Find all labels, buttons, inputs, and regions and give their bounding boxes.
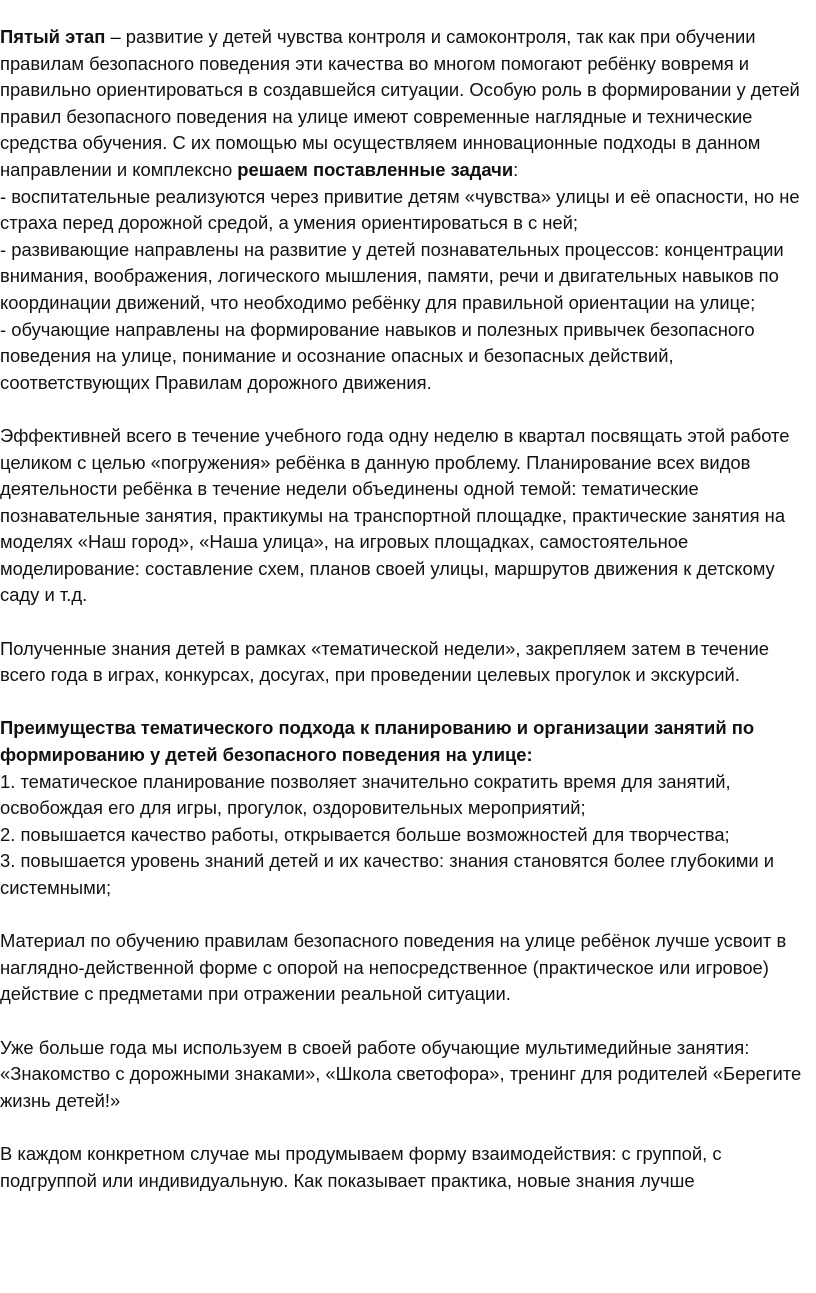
document-page (0, 24, 812, 1194)
paragraph-thematic-week: Эффективней всего в течение учебного года одну неделю в квартал посвящать этой работе целиком с целью «погружения» ребёнка в данную проблему. Планирование всех видов деятельности ребёнка в течение недели объединены одной темой: тематические познавательные занятия, практикумы на транспортной площадке, практические занятия на моделях «Наш город», «Наша улица», на игровых площадках, самостоятельное моделирование: составление схем, планов своей улицы, маршрутов движения к детскому саду и т.д. (0, 424, 790, 606)
stage5-paragraph (0, 24, 812, 184)
paragraph-knowledge: Полученные знания детей в рамках «тематической недели», закрепляем затем в течение всего года в играх, конкурсах, досугах, при проведении целевых прогулок и экскурсий. (0, 637, 770, 686)
stage5-intro: – развитие у детей чувства контроля и самоконтроля, так как при обучении правилам безопасного поведения эти качества во многом помогают ребёнку вовремя и правильно ориентироваться в создавшейся ситуации. Особую роль в формировании у детей правил безопасного поведения на улице имеют современные наглядные и технические средства обучения. С их помощью мы осуществляем инновационные подходы в данном направлении и комплексно (0, 26, 800, 180)
paragraph-gap (0, 396, 812, 423)
task-item-developmental: - развивающие направлены на развитие у детей познавательных процессов: концентрации внимания, воображения, логического мышления, памяти, речи и двигательных навыков по координации движений, что необходимо ребёнку для правильной ориентации на улице; (0, 238, 784, 313)
paragraph-gap (0, 902, 812, 929)
paragraph-multimedia: Уже больше года мы используем в своей работе обучающие мультимедийные занятия: «Знакомство с дорожными знаками», «Школа светофора», тренинг для родителей «Берегите жизнь детей!» (0, 1036, 802, 1111)
paragraph-gap (0, 1114, 812, 1141)
advantage-item-1: 1. тематическое планирование позволяет значительно сократить время для занятий, освобождая его для игры, прогулок, оздоровительных мероприятий; (0, 770, 731, 819)
tasks-bold-label: решаем поставленные задачи (237, 158, 514, 180)
task-item-teaching: - обучающие направлены на формирование навыков и полезных привычек безопасного поведения на улице, понимание и осознание опасных и безопасных действий, соответствующих Правилам дорожного движения. (0, 318, 755, 393)
advantage-item-3: 3. повышается уровень знаний детей и их качество: знания становятся более глубокими и системными; (0, 850, 775, 898)
advantage-item-2: 2. повышается качество работы, открывается больше возможностей для творчества; (0, 823, 730, 845)
advantages-heading-text: Преимущества тематического подхода к планированию и организации занятий по формированию у детей безопасного поведения на улице: (0, 717, 755, 766)
advantages-heading (0, 715, 812, 768)
paragraph-gap (0, 609, 812, 636)
paragraph-gap (0, 689, 812, 716)
tasks-colon: : (513, 158, 519, 180)
stage5-title: Пятый этап (0, 26, 106, 47)
paragraph-material: Материал по обучению правилам безопасного поведения на улице ребёнок лучше усвоит в наглядно-действенной форме с опорой на непосредственное (практическое или игровое) действие с предметами при отражении реальной ситуации. (0, 930, 787, 1005)
paragraph-interaction-form: В каждом конкретном случае мы продумываем форму взаимодействия: с группой, с подгруппой или индивидуальную. Как показывает практика, новые знания лучше (0, 1142, 722, 1191)
task-item-educational: - воспитательные реализуются через привитие детям «чувства» улицы и её опасности, но не страха перед дорожной средой, а умения ориентироваться в с ней; (0, 185, 800, 234)
paragraph-gap (0, 1008, 812, 1035)
